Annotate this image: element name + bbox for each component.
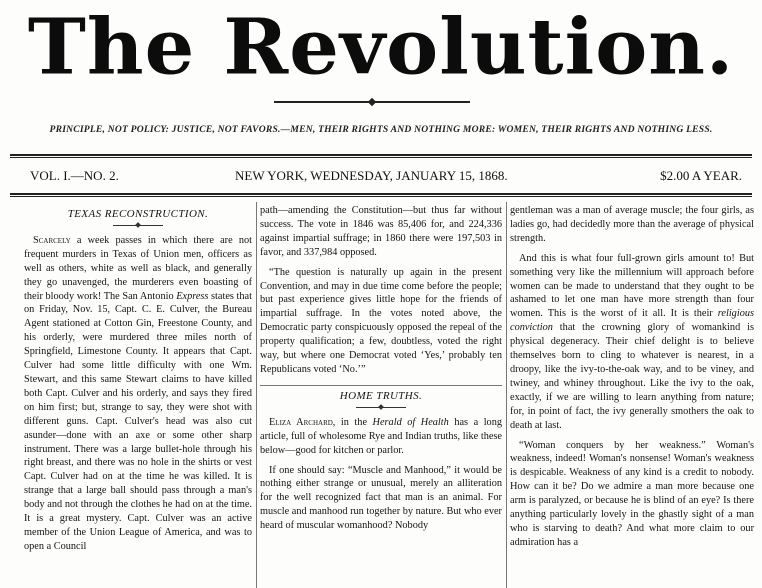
column-3: [510, 204, 754, 550]
article-paragraph: path—amending the Constitution—but thus far without success. The vote in 1846 was 85,406 for, and 224,336 against impartial suffrage; in 1860 there were 197,503 in favor, and 337,984 opposed.: [260, 205, 502, 258]
article-paragraph: If one should say: “Muscle and Manhood,” it would be nothing either strange or unusual, merely an alliteration for the well recognized fact that man is an animal. For muscle and manhood run together by nature. But who ever heard of muscular womanhood? Nobody: [260, 464, 502, 532]
column-1: [24, 208, 252, 554]
article-heading: TEXAS RECONSTRUCTION.: [67, 208, 209, 220]
article-paragraph: And this is what four full-grown girls amount to! But something very like the millennium will approach before women can be made to understand that they ought to be ashamed to let one man have more strength than four women. This is the worst of it all. It is their religious conviction that the crowning glory of womankind is physical degeneracy. Their chief delight is to believe themselves born to cling to whatever is nearest, in a droopy, like the ivy-to-the-oak way, and to be viney, and twiney, and whiney throughout. Like the ivy to the oak, exactly, if we are willing to learn anything from nature; for, in point of fact, the ivy generally smothers the oak to death at last.: [510, 252, 754, 431]
article-paragraph: “Woman conquers by her weakness.” Woman's weakness, indeed! Woman's nonsense! Woman's weakness is despicable. Weakness of any kind is a credit to nobody. How can it be? Do we admire a man more because one arm is paralyzed, or because he is blind of an eye? Is there anything particularly lovely in the ghastly sight of a man who is starving to death? And what more claim to our admiration has a: [510, 439, 754, 548]
column-rule: [506, 202, 507, 588]
subscription-price: $2.00 A YEAR.: [660, 168, 742, 183]
dateline: NEW YORK, WEDNESDAY, JANUARY 15, 1868.: [235, 168, 508, 183]
article-paragraph: “The question is naturally up again in the present Convention, and may in due time come before the people; but past experience gives little hope for the friends of impartial suffrage. In the votes noted above, the Democratic party conspicuously opposed the repeal of the property qualification; a few, doubtless, voted the right way, but where one Democrat voted ‘Yes,’ probably ten Republicans voted ‘No.’”: [260, 266, 502, 375]
title-ornament-rule: [274, 101, 470, 103]
article-separator: [260, 385, 502, 386]
article-heading: HOME TRUTHS.: [339, 389, 423, 402]
newspaper-title: The Revolution.: [27, 2, 735, 93]
article-paragraph: gentleman was a man of average muscle; the four girls, as ladies go, had decidedly more than the average of physical strength.: [510, 205, 754, 244]
issue-line: [30, 168, 742, 184]
column-2: [260, 204, 502, 533]
bottom-double-rule: [10, 193, 752, 197]
volume-number: VOL. I.—NO. 2.: [30, 168, 119, 183]
newspaper-motto: PRINCIPLE, NOT POLICY: JUSTICE, NOT FAVORS.—MEN, THEIR RIGHTS AND NOTHING MORE: WOMEN, THEIR RIGHTS AND NOTHING LESS.: [49, 124, 713, 135]
heading-rule: [356, 407, 406, 408]
column-rule: [256, 202, 257, 588]
heading-rule: [113, 225, 163, 226]
top-double-rule: [10, 154, 752, 158]
article-paragraph: Scarcely a week passes in which there are not frequent murders in Texas of Union men, officers as well as others, white as well as black, and generally they go unavenged, the murderers even boasting of their bloody work! The San Antonio Express states that on Friday, Nov. 15, Capt. C. E. Culver, the Bureau Agent stationed at Cotton Gin, Freestone County, and his orderly, were murdered three miles north of Springfield, Limestone County. It appears that Capt. Culver had some little difficulty with one Wm. Stewart, and this same Stewart claims to have killed both Capt. Culver and his orderly, and says they fired on him first; but, strange to say, they were shot with different guns. Capt. Culver's head was also cut asunder—done with an axe or some other sharp instrument. There was a large bullet-hole through his right breast, and there was no hole in the shirts or vest Capt. Culver had on at the time he was killed. It is strange that a large ball should pass through a man's body and not through the clothes he had on at the time. It is a great mystery. Capt. Culver was an active member of the Union League of America, and was to open a Council: [24, 234, 252, 552]
article-paragraph: Eliza Archard, in the Herald of Health has a long article, full of wholesome Rye and Indian truths, like these below—good for kitchen or parlor.: [260, 416, 502, 456]
